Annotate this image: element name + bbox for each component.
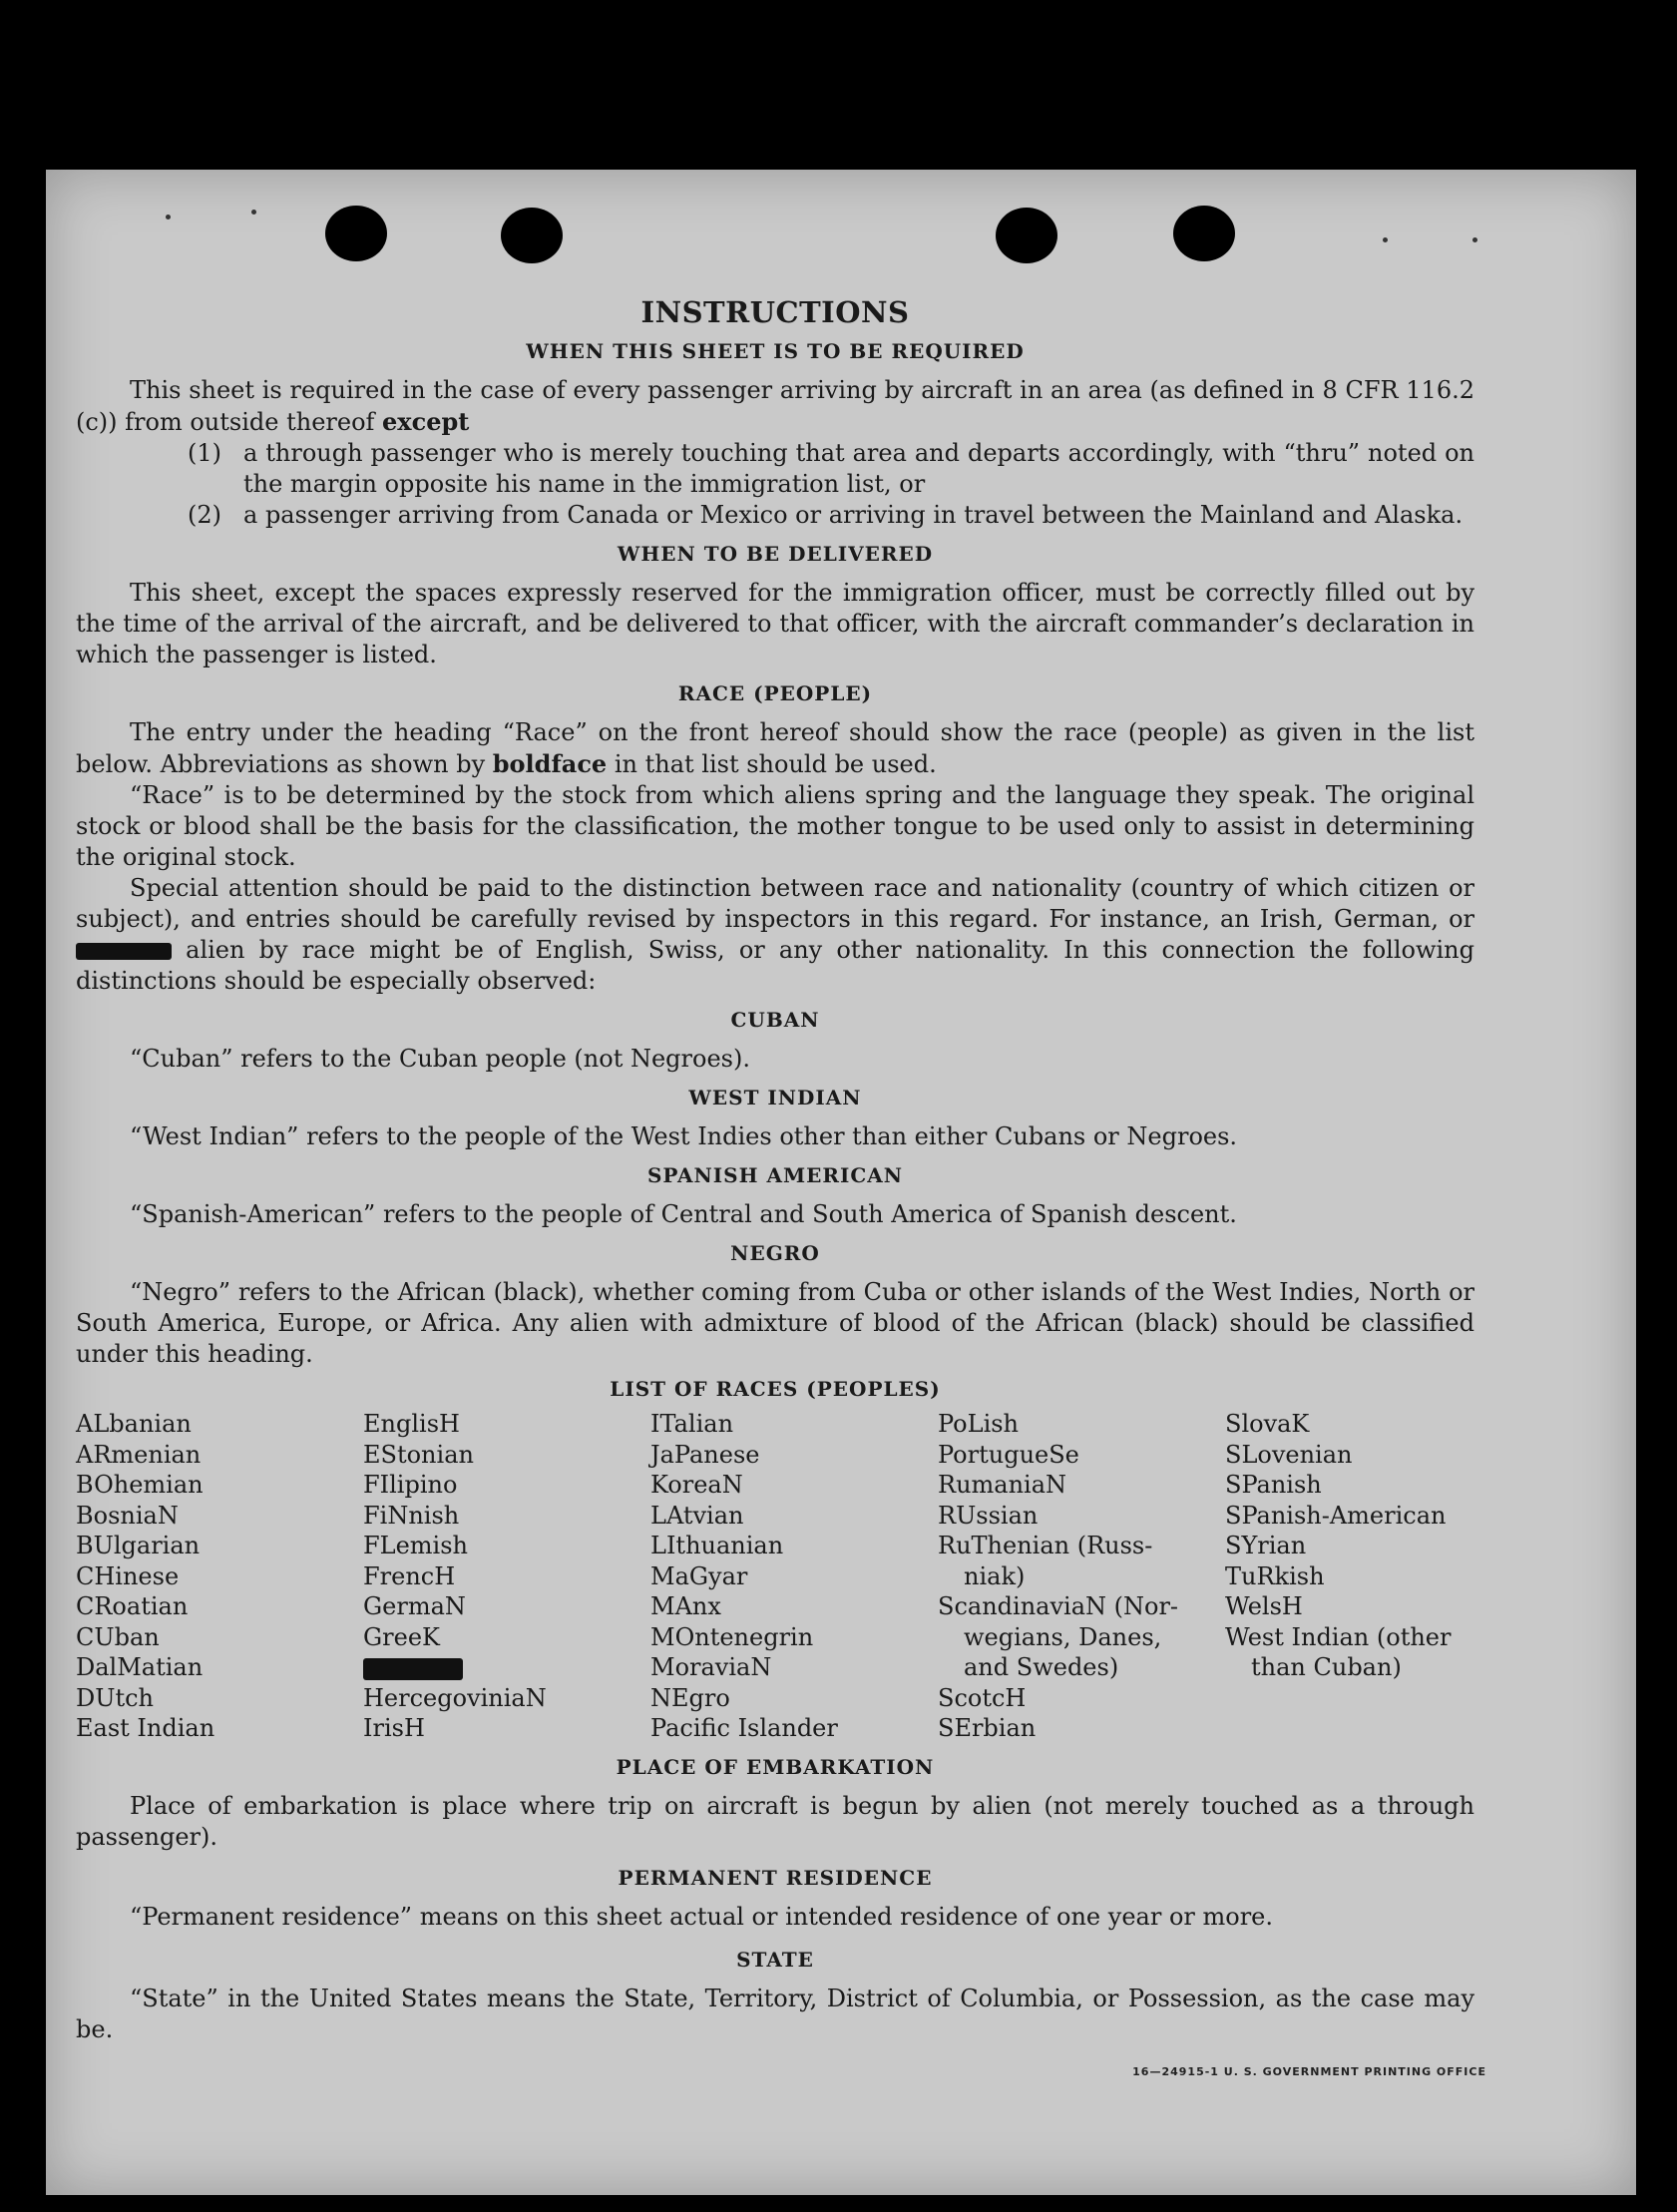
race-entry: CHinese bbox=[76, 1561, 180, 1590]
printer-imprint: 16—24915-1 U. S. GOVERNMENT PRINTING OFFICE bbox=[1132, 2065, 1486, 2078]
race-entry: MOntenegrin bbox=[650, 1622, 814, 1651]
race-entry-redacted bbox=[363, 1652, 650, 1683]
race-entry: MaGyar bbox=[650, 1561, 748, 1590]
race-entry: MoraviaN bbox=[650, 1653, 772, 1681]
race-entry: IrisH bbox=[363, 1714, 425, 1742]
race-entry: LIthuanian bbox=[650, 1532, 784, 1559]
race-entry: SPanish-American bbox=[1225, 1501, 1447, 1530]
redaction-mark bbox=[76, 943, 172, 960]
race-entry: ITalian bbox=[650, 1410, 734, 1438]
speck bbox=[1472, 237, 1477, 242]
race-entry: MAnx bbox=[650, 1592, 721, 1620]
race-entry: GreeK bbox=[363, 1622, 440, 1651]
race-entry: CRoatian bbox=[76, 1592, 189, 1620]
section-heading-residence: PERMANENT RESIDENCE bbox=[618, 1865, 933, 1890]
race-entry: East Indian bbox=[76, 1714, 215, 1742]
race-entry: SlovaK bbox=[1225, 1410, 1310, 1438]
race-paragraph-1 bbox=[76, 717, 1474, 780]
race-entry: FiNnish bbox=[363, 1501, 460, 1530]
race-entry: SYrian bbox=[1225, 1532, 1307, 1559]
race-entry: PortugueSe bbox=[938, 1440, 1079, 1469]
race-entry-continued: and Swedes) bbox=[964, 1653, 1119, 1681]
section-heading-cuban: CUBAN bbox=[730, 1008, 820, 1032]
race-entry: HercegoviniaN bbox=[363, 1683, 547, 1712]
race-entry: SPanish bbox=[1225, 1471, 1322, 1499]
race-p3-text-end: alien by race might be of English, Swiss, or any other nationality. In this connection the following distinctions should be especially observed: bbox=[76, 936, 1474, 995]
punch-hole bbox=[996, 208, 1057, 263]
page-title: INSTRUCTIONS bbox=[640, 295, 910, 329]
section-heading-required: WHEN THIS SHEET IS TO BE REQUIRED bbox=[526, 339, 1025, 363]
races-column-5 bbox=[1225, 1409, 1474, 1744]
race-entry: BUlgarian bbox=[76, 1532, 201, 1559]
race-entry-continued: niak) bbox=[964, 1561, 1026, 1590]
spanish-american-text: “Spanish-American” refers to the people of Central and South America of Spanish descent. bbox=[130, 1200, 1237, 1228]
negro-text: “Negro” refers to the African (black), whether coming from Cuba or other islands of the West Indies, North or South America, Europe, or Africa. Any alien with admixture of blood of the African (black) should be classified under this heading. bbox=[76, 1278, 1474, 1368]
list-item-number: (1) bbox=[188, 439, 221, 467]
race-entry: DUtch bbox=[76, 1683, 155, 1712]
punch-hole bbox=[501, 208, 563, 263]
required-intro-text: This sheet is required in the case of every passenger arriving by aircraft in an area (as defined in 8 CFR 116.2 (c)) from outside thereof bbox=[76, 376, 1474, 436]
speck bbox=[1383, 237, 1388, 242]
race-entry: ScandinaviaN (Nor- bbox=[938, 1592, 1179, 1620]
list-item-number: (2) bbox=[188, 501, 221, 529]
race-entry: ARmenian bbox=[76, 1440, 202, 1469]
list-item bbox=[188, 438, 1474, 500]
race-entry: KoreaN bbox=[650, 1471, 743, 1499]
race-entry-continued: than Cuban) bbox=[1251, 1653, 1402, 1681]
required-intro bbox=[76, 375, 1474, 438]
state-text: “State” in the United States means the State, Territory, District of Columbia, or Possession, as the case may be. bbox=[76, 1984, 1474, 2043]
section-heading-state: STATE bbox=[736, 1947, 814, 1972]
race-entry: TuRkish bbox=[1225, 1561, 1325, 1590]
embarkation-text: Place of embarkation is place where trip on aircraft is begun by alien (not merely touched as a through passenger). bbox=[76, 1791, 1474, 1851]
speck bbox=[166, 215, 171, 220]
race-p1-text-end: in that list should be used. bbox=[607, 750, 937, 778]
race-entry: West Indian (other bbox=[1225, 1622, 1452, 1651]
race-p1-text: The entry under the heading “Race” on the front hereof should show the race (people) as given in the list below. Abbreviations as shown by bbox=[76, 718, 1474, 778]
race-entry-continued: wegians, Danes, bbox=[964, 1622, 1162, 1651]
race-entry: RUssian bbox=[938, 1501, 1039, 1530]
speck bbox=[251, 210, 256, 215]
redaction-mark bbox=[363, 1658, 463, 1680]
race-entry: WelsH bbox=[1225, 1592, 1303, 1620]
race-paragraph-3 bbox=[76, 873, 1474, 997]
section-heading-west-indian: WEST INDIAN bbox=[688, 1086, 862, 1109]
required-intro-except: except bbox=[382, 407, 470, 436]
race-entry: EStonian bbox=[363, 1440, 474, 1469]
races-column-2 bbox=[363, 1409, 650, 1744]
race-entry: LAtvian bbox=[650, 1501, 744, 1530]
races-column-1 bbox=[76, 1409, 363, 1744]
race-entry: PoLish bbox=[938, 1410, 1020, 1438]
race-entry: NEgro bbox=[650, 1683, 730, 1712]
races-column-4 bbox=[938, 1409, 1225, 1744]
races-list bbox=[76, 1409, 1474, 1744]
section-heading-delivered: WHEN TO BE DELIVERED bbox=[617, 542, 934, 566]
list-item bbox=[188, 500, 1474, 531]
race-entry: SErbian bbox=[938, 1714, 1037, 1742]
section-heading-spanish-american: SPANISH AMERICAN bbox=[646, 1163, 904, 1187]
race-p3-text: Special attention should be paid to the distinction between race and nationality (country of which citizen or subject), and entries should be carefully revised by inspectors in this regard. For instance, an Irish, German, or bbox=[76, 874, 1474, 933]
list-item-text: a through passenger who is merely touching that area and departs accordingly, with “thru” noted on the margin opposite his name in the immigration list, or bbox=[243, 439, 1474, 498]
residence-text: “Permanent residence” means on this sheet actual or intended residence of one year or more. bbox=[130, 1902, 1273, 1931]
west-indian-text: “West Indian” refers to the people of the West Indies other than either Cubans or Negroes. bbox=[130, 1122, 1238, 1150]
race-p1-boldface: boldface bbox=[492, 749, 608, 778]
list-item-text: a passenger arriving from Canada or Mexico or arriving in travel between the Mainland and Alaska. bbox=[243, 501, 1464, 529]
instructions-content bbox=[76, 297, 1474, 2045]
section-heading-embarkation: PLACE OF EMBARKATION bbox=[616, 1754, 935, 1779]
race-entry: RuThenian (Russ- bbox=[938, 1532, 1153, 1559]
section-heading-negro: NEGRO bbox=[730, 1241, 820, 1265]
delivered-text: This sheet, except the spaces expressly reserved for the immigration officer, must be correctly filled out by the time of the arrival of the aircraft, and be delivered to that officer, with the aircraft commander’s declaration in which the passenger is listed. bbox=[76, 579, 1474, 668]
punch-hole bbox=[325, 206, 387, 261]
race-entry: GermaN bbox=[363, 1592, 466, 1620]
races-column-3 bbox=[650, 1409, 938, 1744]
race-entry: SLovenian bbox=[1225, 1440, 1353, 1469]
race-entry: RumaniaN bbox=[938, 1471, 1067, 1499]
race-entry: FrencH bbox=[363, 1561, 456, 1590]
section-heading-races-list: LIST OF RACES (PEOPLES) bbox=[610, 1377, 941, 1401]
punch-hole bbox=[1173, 206, 1235, 261]
race-entry: BosniaN bbox=[76, 1501, 179, 1530]
race-entry: FIlipino bbox=[363, 1471, 458, 1499]
race-paragraph-2: “Race” is to be determined by the stock from which aliens spring and the language they speak. The original stock or blood shall be the basis for the classification, the mother tongue to be used only to assist in determining the original stock. bbox=[76, 781, 1474, 871]
race-entry: DalMatian bbox=[76, 1653, 204, 1681]
race-entry: Pacific Islander bbox=[650, 1714, 838, 1742]
race-entry: EnglisH bbox=[363, 1410, 460, 1438]
cuban-text: “Cuban” refers to the Cuban people (not Negroes). bbox=[130, 1045, 750, 1073]
race-entry: ScotcH bbox=[938, 1683, 1027, 1712]
race-entry: CUban bbox=[76, 1622, 160, 1651]
race-entry: JaPanese bbox=[650, 1440, 760, 1469]
race-entry: ALbanian bbox=[76, 1410, 192, 1438]
document-sheet bbox=[46, 170, 1636, 2195]
section-heading-race: RACE (PEOPLE) bbox=[677, 681, 873, 705]
race-entry: BOhemian bbox=[76, 1471, 204, 1499]
race-entry: FLemish bbox=[363, 1532, 468, 1559]
